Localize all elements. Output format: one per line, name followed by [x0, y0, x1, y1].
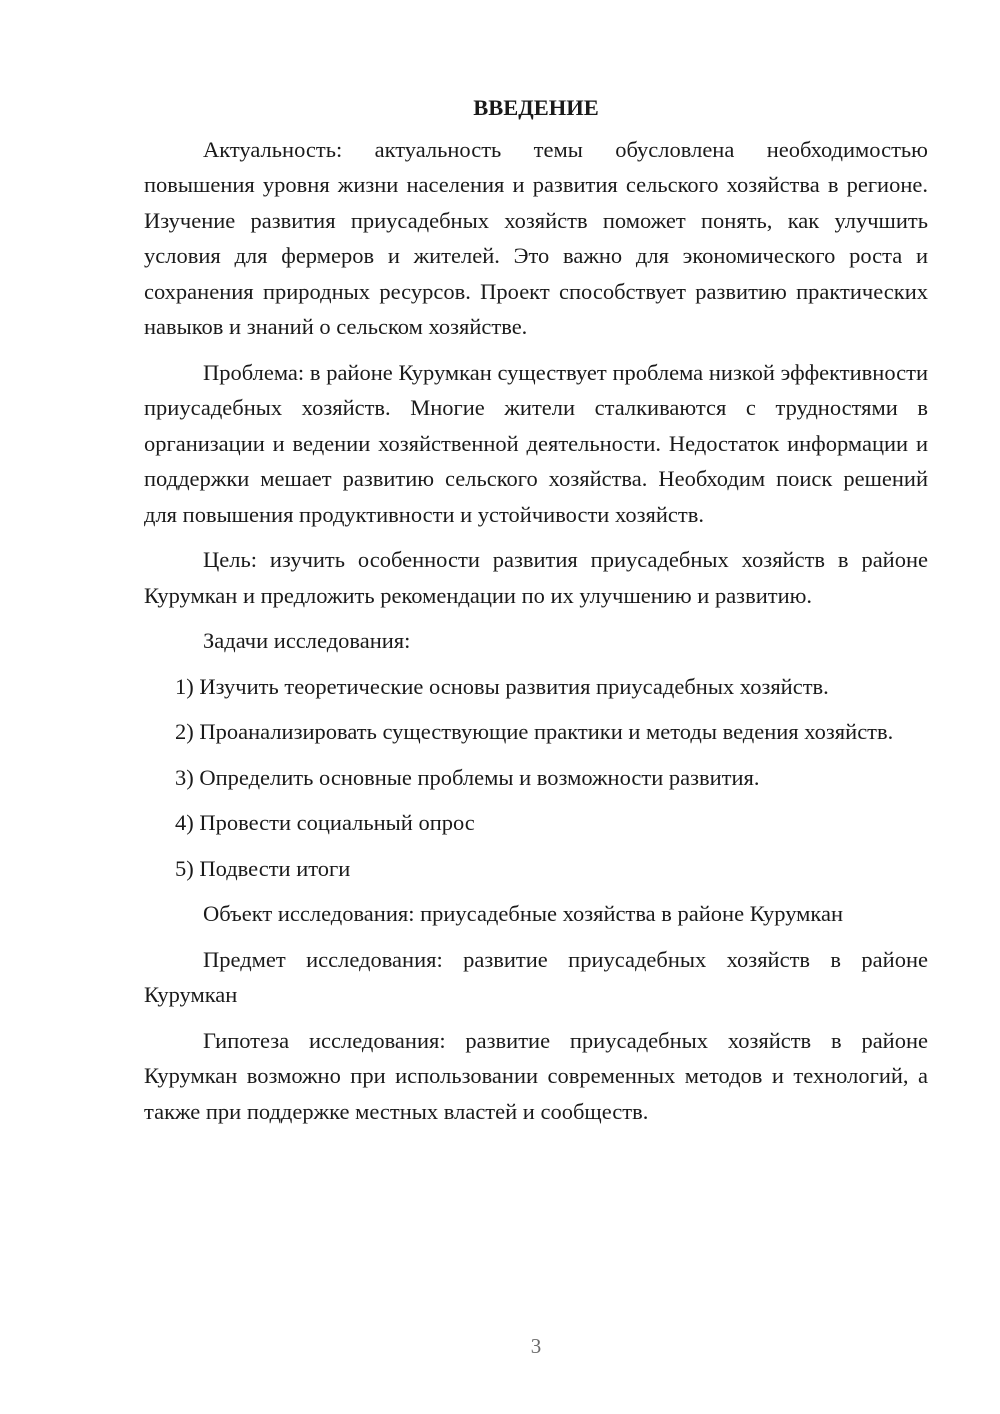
tasks-heading: Задачи исследования: [203, 628, 411, 653]
page-title: ВВЕДЕНИЕ [473, 95, 599, 120]
research-object-paragraph: Объект исследования: приусадебные хозяйства в районе Курумкан [203, 901, 844, 926]
page-number: 3 [530, 1334, 542, 1358]
task-item: 1) Изучить теоретические основы развития приусадебных хозяйств. [175, 673, 829, 699]
hypothesis-paragraph: Гипотеза исследования: развитие приусадебных хозяйств в районе Курумкан возможно при использовании современных методов и технологий, а также при поддержке местных властей и сообществ. [144, 1027, 928, 1124]
relevance-paragraph: Актуальность: актуальность темы обусловлена необходимостью повышения уровня жизни населения и развития сельского хозяйства в регионе. Изучение развития приусадебных хозяйств поможет понять, как улучшить условия для фермеров и жителей. Это важно для экономического роста и сохранения природных ресурсов. Проект способствует развитию практических навыков и знаний о сельском хозяйстве. [144, 136, 928, 339]
goal-paragraph: Цель: изучить особенности развития приусадебных хозяйств в районе Курумкан и предложить рекомендации по их улучшению и развитию. [144, 547, 928, 608]
research-subject-paragraph: Предмет исследования: развитие приусадебных хозяйств в районе Курумкан [144, 946, 928, 1007]
page-content [144, 90, 928, 1139]
task-item: 2) Проанализировать существующие практики и методы ведения хозяйств. [175, 719, 894, 744]
task-item: 4) Провести социальный опрос [175, 810, 475, 835]
task-item: 3) Определить основные проблемы и возможности развития. [175, 764, 760, 790]
task-item: 5) Подвести итоги [175, 855, 351, 881]
problem-paragraph: Проблема: в районе Курумкан существует проблема низкой эффективности приусадебных хозяйств. Многие жители сталкиваются с трудностями в организации и ведении хозяйственной деятельности. Недостаток информации и поддержки мешает развитию сельского хозяйства. Необходим поиск решений для повышения продуктивности и устойчивости хозяйств. [144, 359, 928, 527]
